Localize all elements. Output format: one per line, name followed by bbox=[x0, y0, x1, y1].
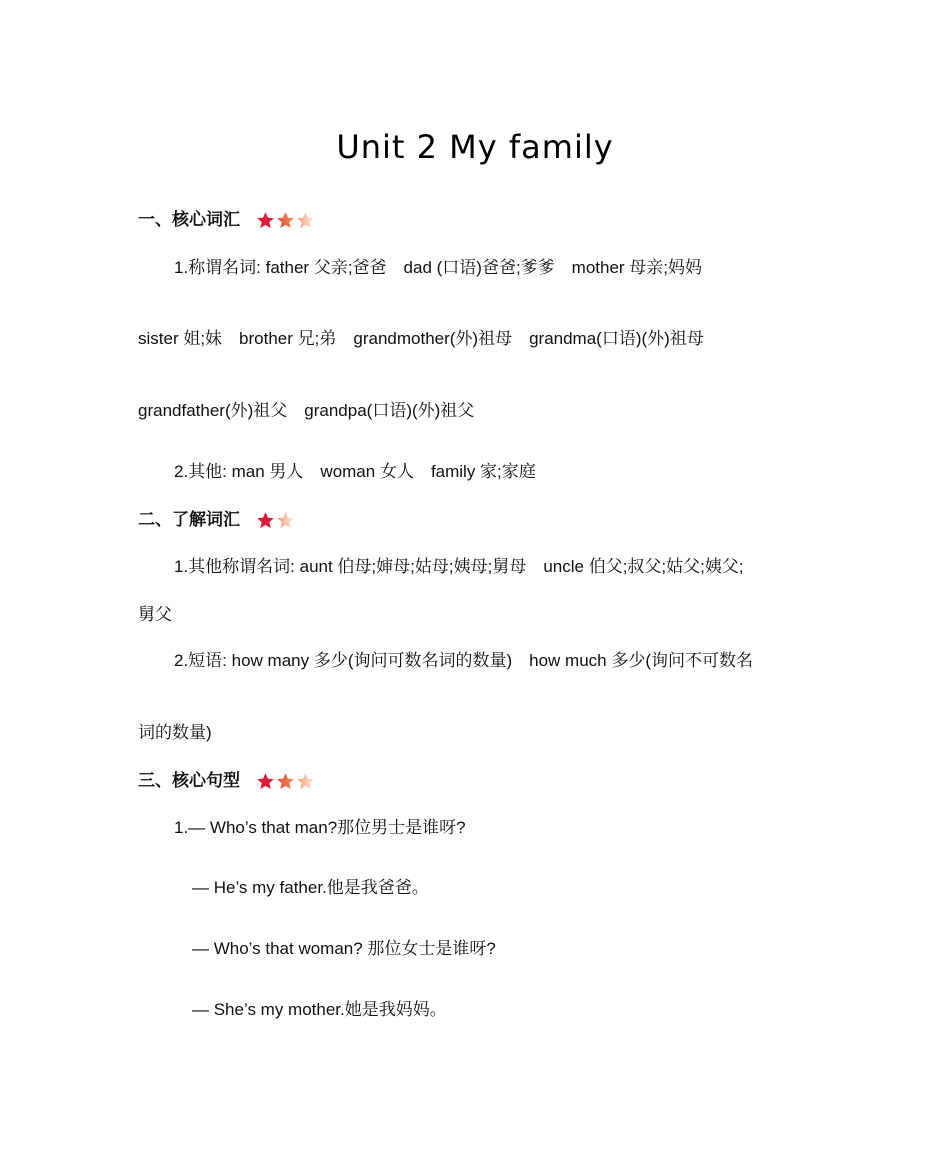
vocab-line: 2.其他: man 男人 woman 女人 family 家;家庭 bbox=[174, 462, 536, 481]
document-title: Unit 2 My family bbox=[336, 128, 614, 166]
section-heading-extra-vocabulary bbox=[138, 508, 295, 532]
section-heading-core-vocabulary bbox=[138, 208, 315, 232]
dialogue-line: 1.— Who’s that man?那位男士是谁呀? bbox=[174, 818, 466, 837]
vocab-line: 词的数量) bbox=[138, 723, 212, 742]
star-full-icon bbox=[256, 772, 275, 791]
dialogue-line: — He’s my father.他是我爸爸。 bbox=[192, 878, 429, 897]
star-full-icon bbox=[256, 211, 275, 230]
star-full-icon bbox=[276, 772, 295, 791]
section-heading-core-sentences bbox=[138, 769, 315, 793]
vocab-line: grandfather(外)祖父 grandpa(口语)(外)祖父 bbox=[138, 401, 475, 420]
vocab-line: sister 姐;妹 brother 兄;弟 grandmother(外)祖母 grandma(口语)(外)祖母 bbox=[138, 329, 704, 348]
vocab-line: 1.称谓名词: father 父亲;爸爸 dad (口语)爸爸;爹爹 mother 母亲;妈妈 bbox=[174, 258, 703, 277]
star-half-icon bbox=[296, 772, 315, 791]
star-full-icon bbox=[256, 511, 275, 530]
rating-stars bbox=[256, 772, 315, 791]
dialogue-line: — Who’s that woman? 那位女士是谁呀? bbox=[192, 939, 496, 958]
section-heading-label: 二、了解词汇 bbox=[138, 510, 240, 529]
star-half-icon bbox=[276, 511, 295, 530]
star-full-icon bbox=[276, 211, 295, 230]
vocab-line: 2.短语: how many 多少(询问可数名词的数量) how much 多少(询问不可数名 bbox=[174, 651, 754, 670]
section-heading-label: 三、核心句型 bbox=[138, 771, 240, 790]
star-half-icon bbox=[296, 211, 315, 230]
vocab-line: 舅父 bbox=[138, 605, 172, 624]
dialogue-line: — She’s my mother.她是我妈妈。 bbox=[192, 1000, 447, 1019]
rating-stars bbox=[256, 211, 315, 230]
vocab-line: 1.其他称谓名词: aunt 伯母;婶母;姑母;姨母;舅母 uncle 伯父;叔父;姑父;姨父; bbox=[174, 557, 744, 576]
section-heading-label: 一、核心词汇 bbox=[138, 210, 240, 229]
rating-stars bbox=[256, 511, 295, 530]
